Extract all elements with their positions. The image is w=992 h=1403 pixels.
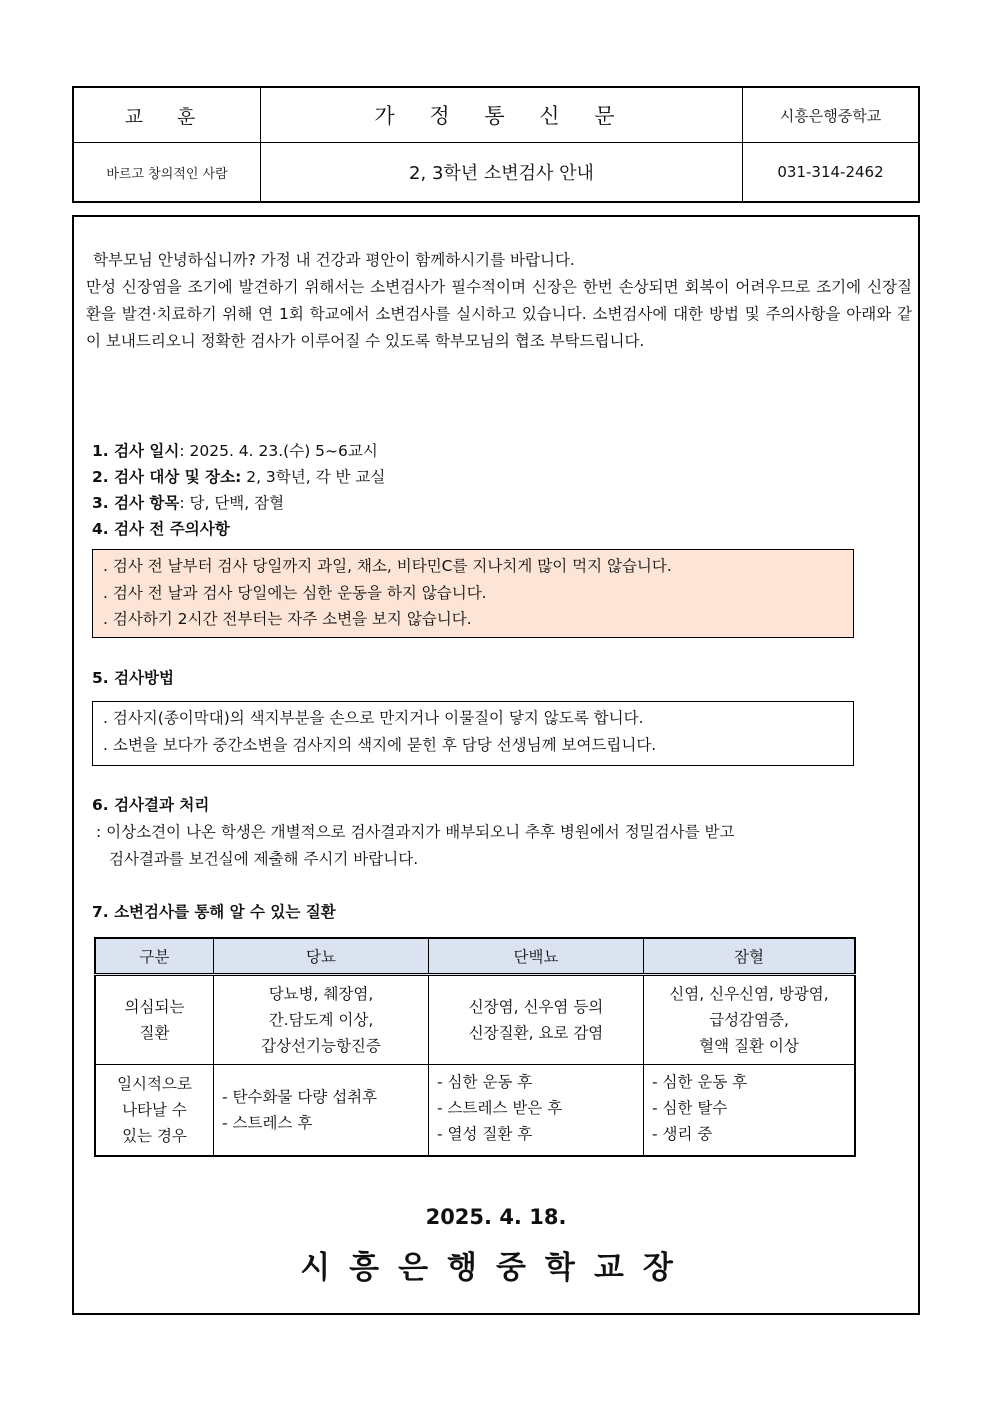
disease-heading-text: 7. 소변검사를 통해 알 수 있는 질환 — [92, 903, 336, 921]
exam-date-label: 1. 검사 일시 — [92, 442, 180, 460]
motto-cell — [74, 143, 261, 201]
cell-line: 질환 — [139, 1024, 170, 1042]
cell-line: - 스트레스 후 — [222, 1114, 313, 1132]
intro — [86, 247, 912, 355]
phone-cell — [743, 143, 918, 201]
exam-date-value: : 2025. 4. 23.(수) 5~6교시 — [179, 442, 378, 460]
doc-type: 가 정 통 신 문 — [374, 104, 629, 128]
cell-line: 신장염, 신우염 등의 — [468, 998, 604, 1016]
cell-line: - 스트레스 받은 후 — [437, 1099, 563, 1117]
table-cell — [95, 975, 214, 1065]
table-cell — [95, 1065, 214, 1157]
doc-type-cell — [261, 88, 743, 143]
table-header: 당뇨 — [214, 938, 429, 975]
school-name-cell — [743, 88, 918, 143]
cell-line: - 심한 탈수 — [652, 1099, 728, 1117]
exam-date — [92, 438, 378, 464]
header-table — [72, 86, 920, 203]
cell-line: - 생리 중 — [652, 1125, 713, 1143]
result-line-1: : 이상소견이 나온 학생은 개별적으로 검사결과지가 배부되오니 추후 병원에서 정밀검사를 받고 — [96, 823, 735, 841]
greeting: 학부모님 안녕하십니까? 가정 내 건강과 평안이 함께하시기를 바랍니다. — [93, 251, 575, 269]
method-line: . 소변을 보다가 중간소변을 검사지의 색지에 묻힌 후 담당 선생님께 보여드립니다. — [103, 735, 657, 754]
table-header: 단백뇨 — [429, 938, 644, 975]
table-cell — [429, 975, 644, 1065]
cell-line: 신염, 신우신염, 방광염, — [669, 985, 829, 1003]
method-line: . 검사지(종이막대)의 색지부분을 손으로 만지거나 이물질이 닿지 않도록 합니다. — [103, 709, 644, 727]
exam-target-label: 2. 검사 대상 및 장소: — [92, 468, 242, 486]
table-header-row — [95, 938, 855, 975]
method-heading-text: 5. 검사방법 — [92, 669, 174, 687]
table-cell — [644, 975, 856, 1065]
cell-line: 갑상선기능항진증 — [261, 1037, 381, 1055]
subject: 2, 3학년 소변검사 안내 — [409, 163, 594, 184]
cell-line: - 탄수화물 다량 섭취후 — [222, 1088, 378, 1106]
cell-line: 간.담도계 이상, — [268, 1011, 374, 1029]
caution-heading — [92, 516, 230, 542]
table-row — [95, 975, 855, 1065]
cell-line: 당뇨병, 췌장염, — [268, 985, 374, 1003]
caution-box — [92, 549, 854, 638]
cell-line: 있는 경우 — [122, 1127, 187, 1145]
table-cell — [429, 1065, 644, 1157]
table-cell — [644, 1065, 856, 1157]
subject-cell — [261, 143, 743, 201]
phone: 031-314-2462 — [777, 163, 884, 181]
caution-heading-text: 4. 검사 전 주의사항 — [92, 520, 230, 538]
disease-heading — [92, 899, 336, 925]
table-cell — [214, 1065, 429, 1157]
school-name: 시흥은행중학교 — [779, 106, 882, 125]
cell-line: 나타날 수 — [122, 1101, 187, 1119]
table-header: 구분 — [95, 938, 214, 975]
result-heading — [92, 792, 209, 818]
cell-line: - 심한 운동 후 — [437, 1073, 533, 1091]
caution-line: . 검사하기 2시간 전부터는 자주 소변을 보지 않습니다. — [103, 610, 472, 628]
caution-line: . 검사 전 날부터 검사 당일까지 과일, 채소, 비타민C를 지나치게 많이 먹지 않습니다. — [103, 557, 672, 575]
issue-date: 2025. 4. 18. — [425, 1205, 567, 1229]
exam-items — [92, 490, 284, 516]
principal-signature: 시흥은행중학교장 — [300, 1250, 692, 1286]
intro-body: 만성 신장염을 조기에 발견하기 위해서는 소변검사가 필수적이며 신장은 한번 손상되면 회복이 어려우므로 조기에 신장질환을 발견·치료하기 위해 연 1회 학교에서 소변검사를 실시하고 있습니다. 소변검사에 대한 방법 및 주의사항을 아래와 같이 보내드리오니 정확한 검사가 이루어질 수 있도록 학부모님의 협조 부탁드립니다. — [86, 278, 912, 350]
exam-items-label: 3. 검사 항목 — [92, 494, 180, 512]
cell-line: 신장질환, 요로 감염 — [468, 1024, 604, 1042]
disease-table — [94, 937, 856, 1157]
cell-line: 일시적으로 — [117, 1075, 192, 1093]
caution-line: . 검사 전 날과 검사 당일에는 심한 운동을 하지 않습니다. — [103, 583, 487, 602]
method-heading — [92, 665, 174, 691]
cell-line: 급성감염증, — [709, 1011, 789, 1029]
motto: 바르고 창의적인 사람 — [106, 166, 228, 182]
method-box — [92, 701, 854, 766]
table-header: 잠혈 — [644, 938, 856, 975]
exam-items-value: : 당, 단백, 잠혈 — [179, 494, 285, 512]
table-row — [95, 1065, 855, 1157]
result-line-2: 검사결과를 보건실에 제출해 주시기 바랍니다. — [109, 850, 419, 868]
result-heading-text: 6. 검사결과 처리 — [92, 796, 210, 814]
exam-target-value: 2, 3학년, 각 반 교실 — [241, 468, 386, 486]
cell-line: 의심되는 — [124, 998, 185, 1016]
result-text — [96, 819, 734, 873]
exam-target — [92, 464, 385, 490]
main-content — [72, 215, 920, 1315]
cell-line: - 심한 운동 후 — [652, 1073, 748, 1091]
table-cell — [214, 975, 429, 1065]
motto-label-cell — [74, 88, 261, 143]
cell-line: - 열성 질환 후 — [437, 1125, 533, 1143]
cell-line: 혈액 질환 이상 — [699, 1037, 799, 1055]
motto-label: 교 훈 — [124, 105, 210, 128]
